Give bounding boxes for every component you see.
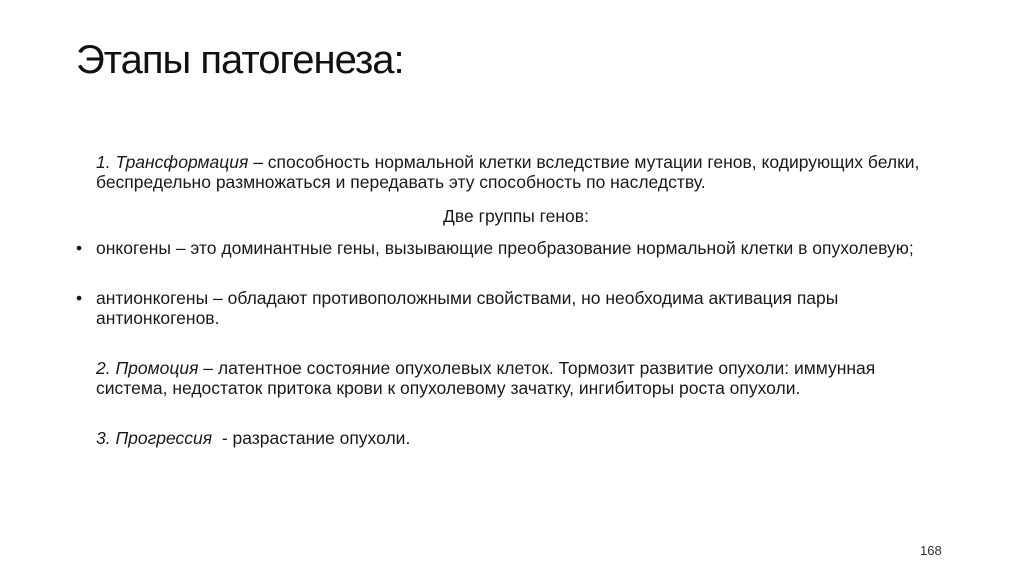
slide-content [76, 152, 936, 448]
bullet-antioncogenes-text: антионкогены – обладают противоположными свойствами, но необходима активация пары антионкогенов. [96, 288, 839, 328]
stage-promotion [76, 358, 936, 398]
page-number: 168 [920, 543, 942, 558]
gene-groups-heading: Две группы генов: [443, 206, 589, 226]
stage-progression-term: 3. Прогрессия [96, 428, 213, 448]
bullet-antioncogenes [76, 288, 936, 328]
bullet-icon: • [76, 238, 83, 258]
stage-promotion-term: 2. Промоция [96, 358, 199, 378]
slide-title: Этапы патогенеза: [76, 38, 404, 82]
stage-transformation-text: – способность нормальной клетки вследствие мутации генов, кодирующих белки, беспредельно размножаться и передавать эту способность по наследству. [96, 152, 920, 192]
bullet-icon: • [76, 288, 83, 308]
stage-promotion-text: – латентное состояние опухолевых клеток. Тормозит развитие опухоли: иммунная система, недостаток притока крови к опухолевому зачатку, ингибиторы роста опухоли. [96, 358, 876, 398]
stage-transformation-term: 1. Трансформация [96, 152, 249, 172]
stage-progression [76, 428, 936, 448]
bullet-oncogenes [76, 238, 936, 258]
bullet-oncogenes-text: онкогены – это доминантные гены, вызывающие преобразование нормальной клетки в опухолевую; [96, 238, 914, 258]
stage-transformation [76, 152, 936, 192]
stage-progression-text: - разрастание опухоли. [212, 428, 411, 448]
